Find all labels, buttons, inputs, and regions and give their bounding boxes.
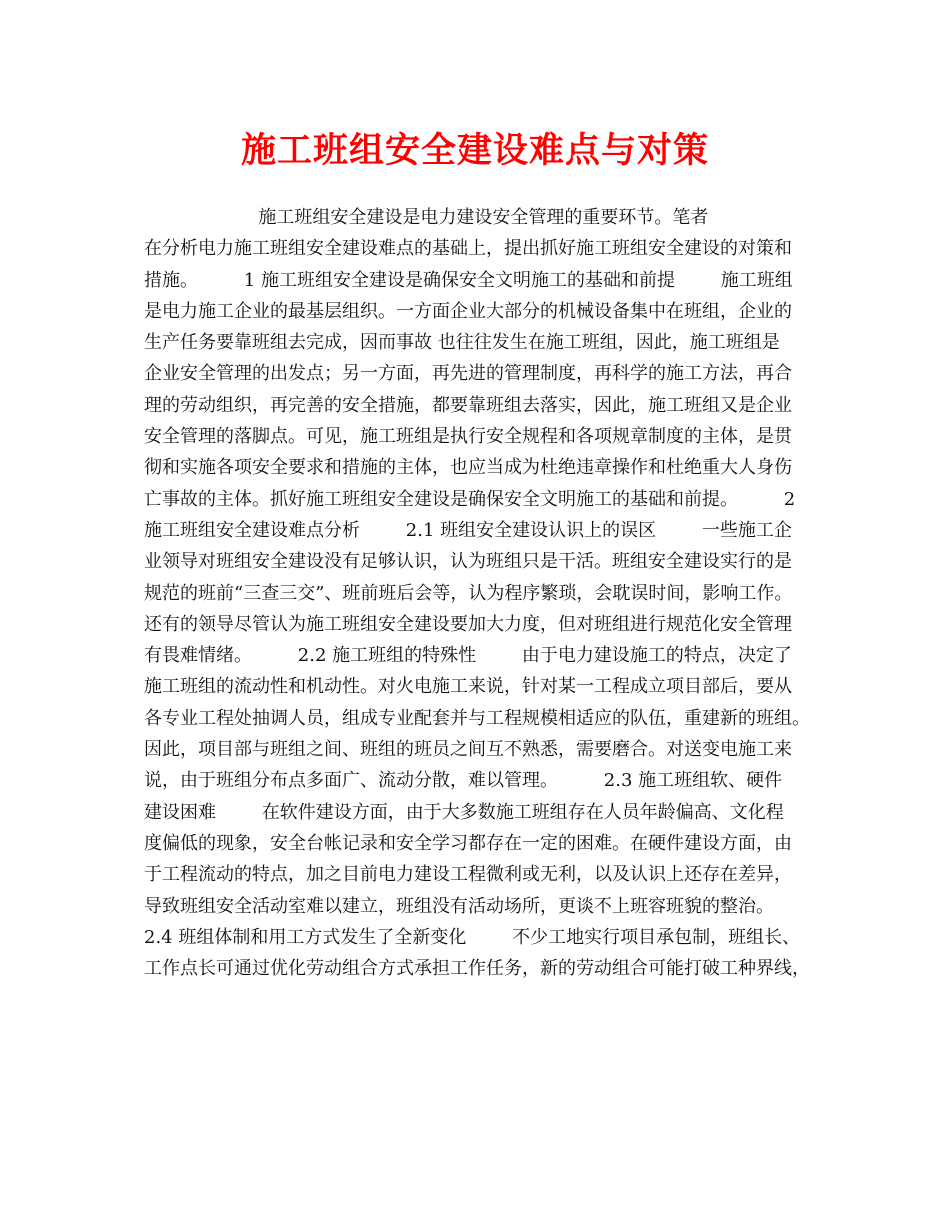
body-line: 工作点长可通过优化劳动组合方式承担工作任务，新的劳动组合可能打破工种界线， — [144, 958, 810, 980]
body-line: 施工班组安全建设是电力建设安全管理的重要环节。笔者 — [144, 207, 709, 228]
body-line: 还有的领导尽管认为施工班组安全建设要加大力度，但对班组进行规范化安全管理 — [144, 613, 792, 635]
body-line: 在分析电力施工班组安全建设难点的基础上，提出抓好施工班组安全建设的对策和 — [144, 238, 792, 260]
body-line: 业领导对班组安全建设没有足够认识，认为班组只是干活。班组安全建设实行的是 — [144, 551, 792, 573]
body-line: 度偏低的现象，安全台帐记录和安全学习都存在一定的困难。在硬件建设方面，由 — [144, 832, 792, 854]
body-line: 理的劳动组织，再完善的安全措施，都要靠班组去落实，因此，施工班组又是企业 — [144, 394, 792, 416]
body-line: 安全管理的落脚点。可见，施工班组是执行安全规程和各项规章制度的主体，是贯 — [144, 426, 792, 448]
body-line: 是电力施工企业的最基层组织。一方面企业大部分的机械设备集中在班组，企业的 — [144, 300, 792, 322]
body-line: 施工班组安全建设难点分析 2.1 班组安全建设认识上的误区 一些施工企 — [144, 519, 792, 541]
body-line: 说，由于班组分布点多面广、流动分散，难以管理。 2.3 施工班组软、硬件 — [144, 770, 783, 792]
body-line: 彻和实施各项安全要求和措施的主体，也应当成为杜绝违章操作和杜绝重大人身伤 — [144, 457, 792, 479]
body-line: 施工班组的流动性和机动性。对火电施工来说，针对某一工程成立项目部后，要从 — [144, 676, 792, 698]
body-line: 亡事故的主体。抓好施工班组安全建设是确保安全文明施工的基础和前提。 2 — [144, 488, 796, 510]
body-line: 因此，项目部与班组之间、班组的班员之间互不熟悉，需要磨合。对送变电施工来 — [144, 739, 792, 761]
body-line: 有畏难情绪。 2.2 施工班组的特殊性 由于电力建设施工的特点，决定了 — [144, 645, 792, 667]
body-line: 措施。 1 施工班组安全建设是确保安全文明施工的基础和前提 施工班组 — [144, 269, 793, 291]
document-body — [144, 202, 824, 984]
body-line: 建设困难 在软件建设方面，由于大多数施工班组存在人员年龄偏高、文化程 — [144, 801, 784, 823]
body-line: 企业安全管理的出发点；另一方面，再先进的管理制度，再科学的施工方法，再合 — [144, 363, 792, 385]
body-line: 2.4 班组体制和用工方式发生了全新变化 不少工地实行项目承包制，班组长、 — [144, 926, 801, 948]
body-line: 导致班组安全活动室难以建立，班组没有活动场所，更谈不上班容班貌的整治。 — [144, 895, 774, 917]
body-line: 各专业工程处抽调人员，组成专业配套并与工程规模相适应的队伍，重建新的班组。 — [144, 707, 810, 729]
document-title: 施工班组安全建设难点与对策 — [240, 130, 709, 171]
body-line: 生产任务要靠班组去完成，因而事故 也往往发生在施工班组，因此，施工班组是 — [144, 332, 780, 354]
body-line: 规范的班前“三查三交”、班前班后会等，认为程序繁琐，会耽误时间，影响工作。 — [144, 582, 793, 604]
body-line: 于工程流动的特点，加之目前电力建设工程微利或无利，以及认识上还存在差异， — [144, 864, 792, 886]
